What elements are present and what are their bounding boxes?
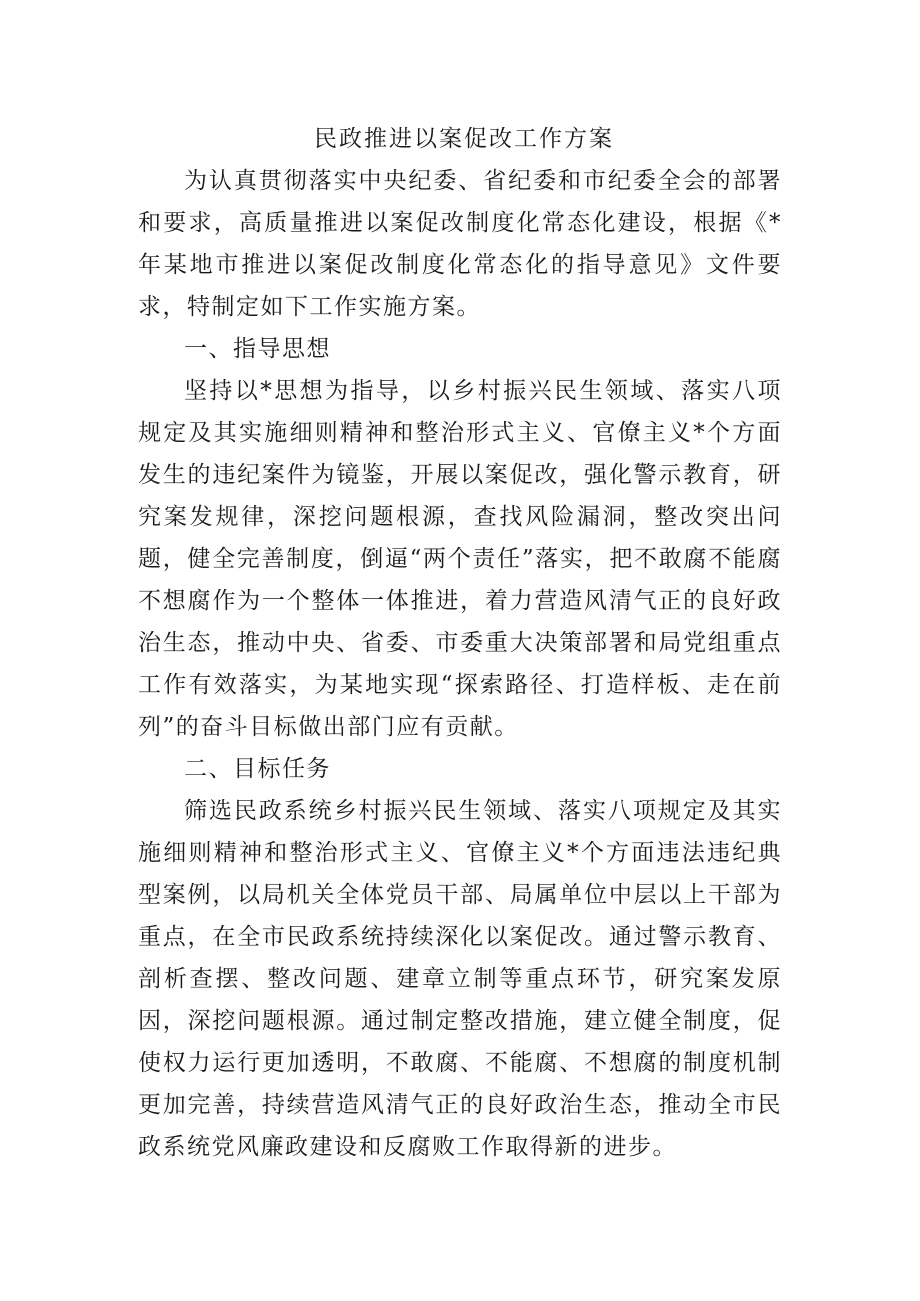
section-body-goals-tasks: 筛选民政系统乡村振兴民生领域、落实八项规定及其实施细则精神和整治形式主义、官僚主义*个方面违法违纪典型案例，以局机关全体党员干部、局属单位中层以上干部为重点，在全市民政系统持续深化以案促改。通过警示教育、剖析查摆、整改问题、建章立制等重点环节，研究案发原因，深挖问题根源。通过制定整改措施，建立健全制度，促使权力运行更加透明，不敢腐、不能腐、不想腐的制度机制更加完善，持续营造风清气正的良好政治生态，推动全市民政系统党风廉政建设和反腐败工作取得新的进步。	[138, 798, 782, 1160]
section-heading-guiding-ideology: 一、指导思想	[184, 336, 331, 362]
section-heading-goals-tasks: 二、目标任务	[184, 756, 331, 782]
document-title: 民政推进以案促改工作方案	[314, 126, 614, 152]
section-body-guiding-ideology: 坚持以*思想为指导，以乡村振兴民生领域、落实八项规定及其实施细则精神和整治形式主义、官僚主义*个方面发生的违纪案件为镜鉴，开展以案促改，强化警示教育，研究案发规律，深挖问题根源，查找风险漏洞，整改突出问题，健全完善制度，倒逼“两个责任”落实，把不敢腐不能腐不想腐作为一个整体一体推进，着力营造风清气正的良好政治生态，推动中央、省委、市委重大决策部署和局党组重点工作有效落实，为某地实现“探索路径、打造样板、走在前列”的奋斗目标做出部门应有贡献。	[138, 378, 782, 740]
intro-paragraph: 为认真贯彻落实中央纪委、省纪委和市纪委全会的部署和要求，高质量推进以案促改制度化常态化建设，根据《*年某地市推进以案促改制度化常态化的指导意见》文件要求，特制定如下工作实施方案。	[138, 168, 782, 320]
